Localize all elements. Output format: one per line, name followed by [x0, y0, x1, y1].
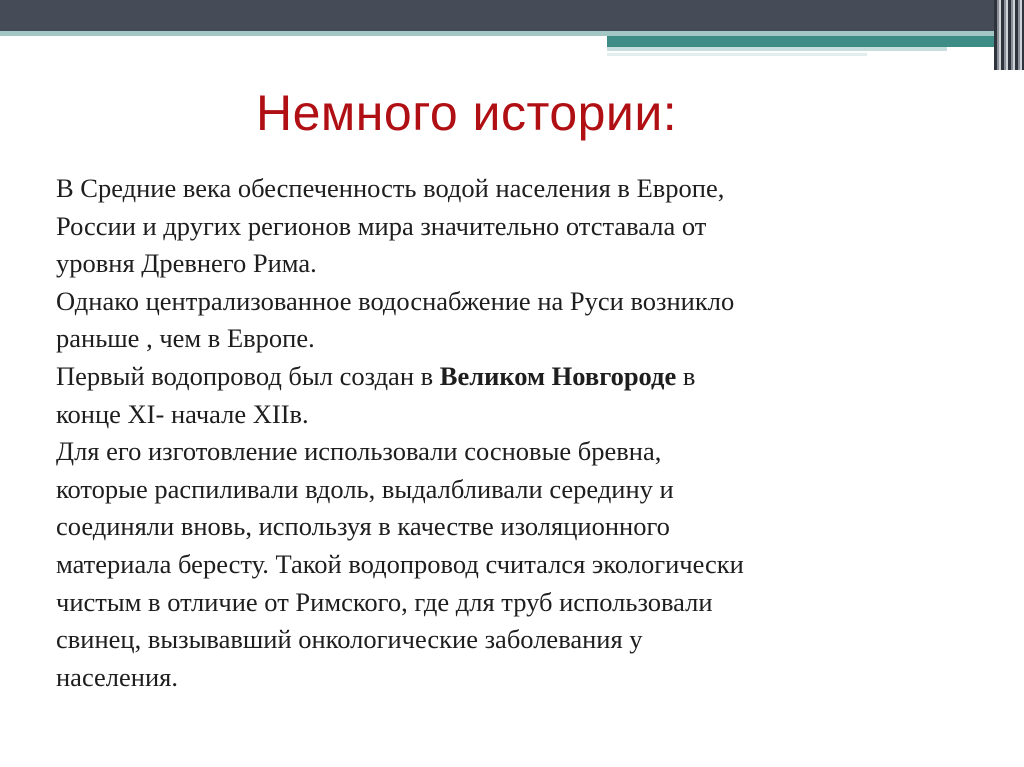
body-line-2: России и других регионов мира значительно отставала от: [56, 210, 707, 241]
body-line-12: чистым в отличие от Римского, где для труб использовали: [56, 586, 713, 617]
body-line-1: В Средние века обеспеченность водой населения в Европе,: [56, 173, 725, 203]
header-accent-bar: [607, 36, 1024, 47]
body-line-10: соединяли вновь, используя в качестве изоляционного: [56, 511, 670, 542]
header-accent-line-faint: [607, 53, 867, 56]
body-line-9: которые распиливали вдоль, выдалбливали середину и: [56, 473, 674, 504]
body-line-6-end: в: [682, 360, 696, 391]
corner-stripes: [994, 0, 1024, 70]
header-accent-line: [607, 47, 947, 51]
highlight-city: Великом Новгороде: [439, 360, 677, 391]
body-line-6: [56, 358, 976, 396]
body-line-8: Для его изготовление использовали сосновые бревна,: [56, 436, 662, 467]
body-line-14: населения.: [56, 661, 178, 692]
body-line-4: Однако централизованное водоснабжение на Руси возникло: [56, 285, 735, 316]
body-line-6-start: Первый водопровод был создан в: [56, 360, 434, 391]
slide-title: Немного истории:: [256, 85, 678, 141]
slide-body: [56, 170, 976, 696]
body-line-7: конце XI- начале XIIв.: [56, 398, 309, 429]
header-band: [0, 0, 1024, 31]
body-line-5: раньше , чем в Европе.: [56, 323, 315, 354]
body-line-3: уровня Древнего Рима.: [56, 248, 317, 279]
body-line-13: свинец, вызывавший онкологические заболевания у: [56, 624, 643, 655]
body-line-11: материала бересту. Такой водопровод считался экологически: [56, 548, 744, 579]
